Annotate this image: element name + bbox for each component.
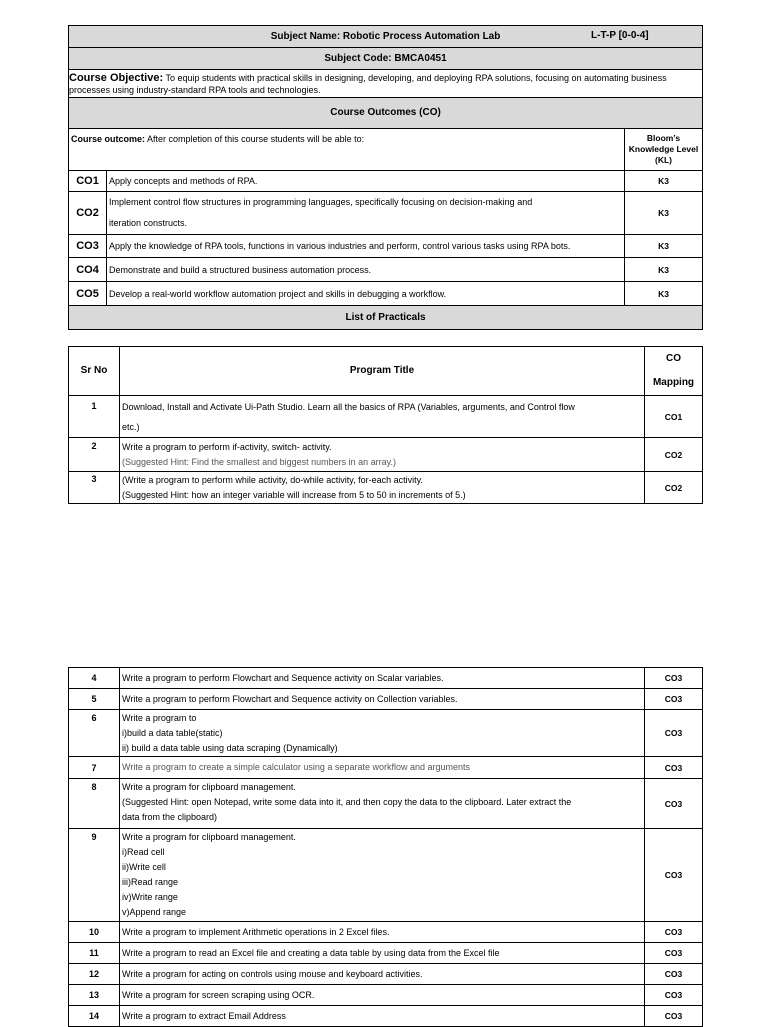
practical-row [69,668,703,689]
sr-no: 6 [69,710,120,757]
practical-row [69,964,703,985]
practicals-title: List of Practicals [69,306,703,330]
program-line: (Write a program to perform while activity, do-while activity, for-each activity. [122,474,423,485]
program-title [120,438,645,472]
col-program-title: Program Title [120,347,645,396]
sr-no: 8 [69,779,120,829]
program-title [120,964,645,985]
co-text: Apply the knowledge of RPA tools, functions in various industries and perform, control various tasks using RPA bots. [107,235,625,258]
practical-row [69,1006,703,1027]
co-text: Demonstrate and build a structured business automation process. [107,258,625,282]
program-line: etc.) [122,421,140,432]
program-title [120,1006,645,1027]
program-line: data from the clipboard) [122,812,218,822]
co-mapping: CO3 [645,829,703,922]
practical-row [69,438,703,472]
program-line: Write a program to extract Email Address [122,1010,286,1021]
practical-row [69,985,703,1006]
program-line: Write a program for clipboard management. [122,782,296,792]
outcome-row [69,192,703,235]
col-co-mapping [645,347,703,396]
program-line: Write a program for acting on controls using mouse and keyboard activities. [122,968,423,979]
program-line: Write a program to perform Flowchart and Sequence activity on Collection variables. [122,693,458,704]
ltp: L-T-P [0-0-4] [591,30,649,41]
program-line: (Suggested Hint: Find the smallest and biggest numbers in an array.) [122,456,396,467]
objective-label: Course Objective: [69,71,164,84]
practicals-table-continued [68,667,703,1027]
co-mapping: CO2 [645,438,703,472]
col-sr-no: Sr No [69,347,120,396]
co-mapping: CO3 [645,689,703,710]
co-kl: K3 [625,282,703,306]
col-co-mapping-line: Mapping [652,377,695,388]
program-line: ii) build a data table using data scraping (Dynamically) [122,743,338,753]
co-mapping: CO3 [645,668,703,689]
outcome-text: After completion of this course students will be able to: [147,134,365,144]
co-code: CO4 [69,258,107,282]
program-title [120,472,645,504]
co-mapping: CO3 [645,757,703,779]
practical-row [69,779,703,829]
program-title [120,779,645,829]
co-text-line: Implement control flow structures in programming languages, specifically focusing on decision-making and [109,197,533,207]
outcome-row [69,235,703,258]
program-title [120,922,645,943]
program-title [120,668,645,689]
objective-text: To equip students with practical skills in designing, developing, and deploying RPA solutions, focusing on automating business processes using industry-standard RPA tools and technologies. [69,72,667,95]
sr-no: 1 [69,396,120,438]
blooms-header [625,129,703,171]
course-table [68,25,703,330]
program-title [120,829,645,922]
program-title [120,710,645,757]
practical-row [69,472,703,504]
sr-no: 7 [69,757,120,779]
co-mapping: CO3 [645,985,703,1006]
practical-row [69,710,703,757]
program-line: Write a program to implement Arithmetic operations in 2 Excel files. [122,926,390,937]
co-code: CO3 [69,235,107,258]
program-line: Write a program for clipboard management. [122,832,296,842]
sr-no: 14 [69,1006,120,1027]
outcomes-title: Course Outcomes (CO) [69,98,703,129]
program-line: i)Read cell [122,847,165,857]
co-mapping: CO3 [645,779,703,829]
co-text: Apply concepts and methods of RPA. [107,171,625,192]
co-kl: K3 [625,258,703,282]
co-mapping: CO2 [645,472,703,504]
program-title [120,396,645,438]
outcomes-header [69,129,625,171]
co-code: CO1 [69,171,107,192]
program-line: Download, Install and Activate Ui-Path Studio. Learn all the basics of RPA (Variables, arguments, and Control flow [122,401,575,412]
practical-row [69,396,703,438]
co-text-line: iteration constructs. [109,218,188,228]
sr-no: 9 [69,829,120,922]
col-co-mapping-line: CO [666,353,681,364]
practicals-table [68,346,703,504]
practical-row [69,922,703,943]
blooms-line: Knowledge Level [628,144,699,154]
program-line: Write a program to [122,713,197,723]
course-objective [69,70,703,98]
program-line: iii)Read range [122,877,179,887]
program-line: (Suggested Hint: open Notepad, write some data into it, and then copy the data to the clipboard. Later extract the [122,797,572,807]
program-line: iv)Write range [122,892,178,902]
co-text [107,192,625,235]
program-title [120,985,645,1006]
practical-row [69,943,703,964]
outcome-row [69,171,703,192]
co-mapping: CO3 [645,710,703,757]
outcome-label: Course outcome: [71,134,146,144]
sr-no: 5 [69,689,120,710]
program-line: Write a program for screen scraping using OCR. [122,989,315,1000]
outcome-row [69,258,703,282]
sr-no: 4 [69,668,120,689]
sr-no: 11 [69,943,120,964]
sr-no: 13 [69,985,120,1006]
program-title [120,689,645,710]
program-line: v)Append range [122,907,187,917]
subject-code: Subject Code: BMCA0451 [69,48,703,70]
program-line: ii)Write cell [122,862,166,872]
co-kl: K3 [625,192,703,235]
program-line: Write a program to create a simple calculator using a separate workflow and arguments [122,762,470,772]
co-code: CO5 [69,282,107,306]
sr-no: 12 [69,964,120,985]
program-line: Write a program to perform Flowchart and Sequence activity on Scalar variables. [122,672,444,683]
blooms-line: (KL) [655,155,673,165]
subject-name: Subject Name: Robotic Process Automation Lab [270,30,501,42]
co-mapping: CO3 [645,943,703,964]
blooms-line: Bloom’s [646,133,681,143]
program-title [120,943,645,964]
program-line: Write a program to read an Excel file and creating a data table by using data from the Excel file [122,947,500,958]
sr-no: 10 [69,922,120,943]
co-kl: K3 [625,171,703,192]
co-mapping: CO3 [645,964,703,985]
sr-no: 2 [69,438,120,472]
co-kl: K3 [625,235,703,258]
co-mapping: CO3 [645,922,703,943]
outcome-row [69,282,703,306]
co-mapping: CO1 [645,396,703,438]
co-mapping: CO3 [645,1006,703,1027]
practical-row [69,689,703,710]
co-text: Develop a real-world workflow automation project and skills in debugging a workflow. [107,282,625,306]
program-line: Write a program to perform if-activity, switch- activity. [122,441,332,452]
program-line: (Suggested Hint: how an integer variable will increase from 5 to 50 in increments of 5.) [122,489,466,500]
practical-row [69,829,703,922]
practical-row [69,757,703,779]
sr-no: 3 [69,472,120,504]
subject-name-row [69,26,703,48]
program-title [120,757,645,779]
program-line: i)build a data table(static) [122,728,223,738]
co-code: CO2 [69,192,107,235]
